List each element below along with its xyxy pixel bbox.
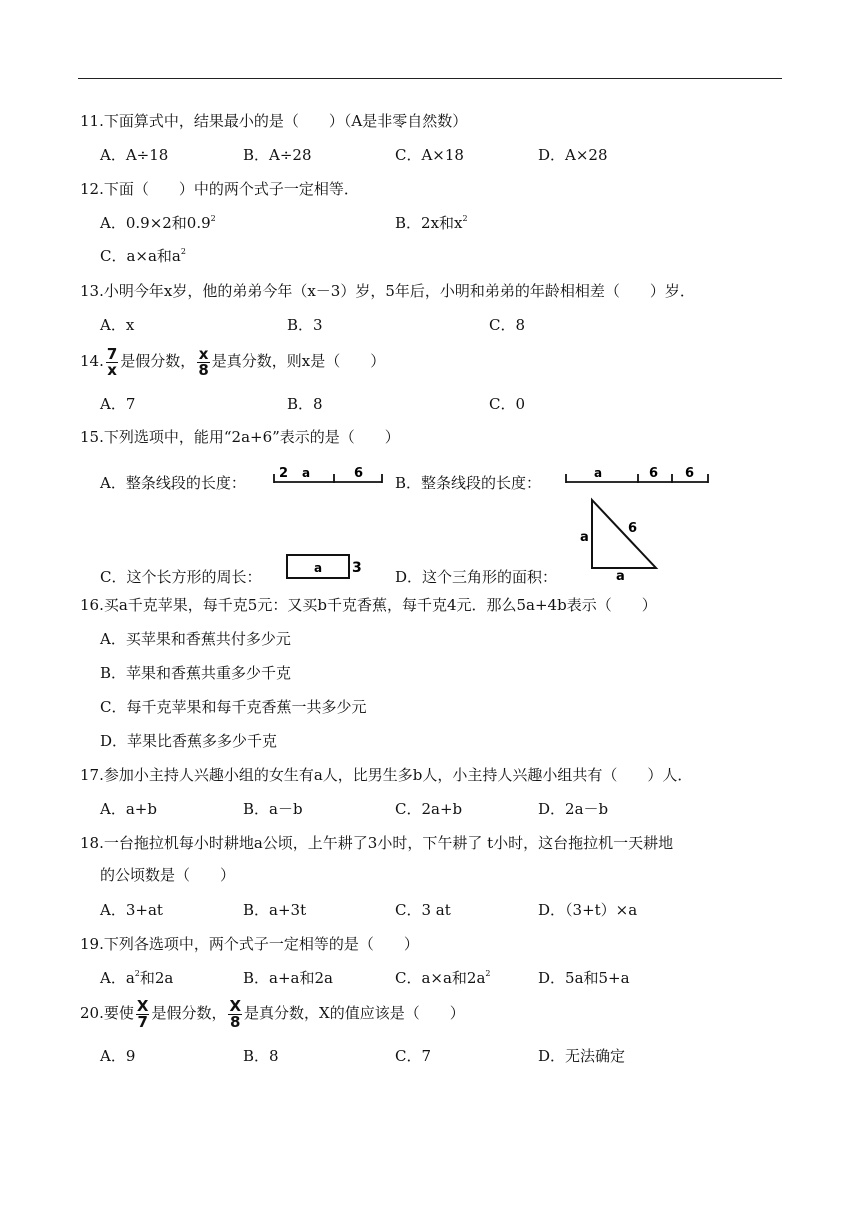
question-number: 16. <box>80 596 104 614</box>
option-d: D．A×28 <box>538 146 608 164</box>
segment-label: 2 <box>279 466 289 481</box>
rectangle-width-label: a <box>314 561 323 575</box>
question-17 <box>80 764 800 786</box>
segment-label: a <box>302 466 311 480</box>
fraction-x-over-8 <box>197 344 209 379</box>
rectangle-height-label: 3 <box>352 560 362 576</box>
option-b: B．3 <box>287 316 323 334</box>
exponent: 2 <box>210 214 216 223</box>
option-b: B．整条线段的长度： <box>395 474 542 492</box>
question-text: 参加小主持人兴趣小组的女生有a人，比男生多b人，小主持人兴趣小组共有（ ）人． <box>103 766 693 784</box>
segment-label: 6 <box>685 466 695 481</box>
option-c-text: C．a×a和a <box>100 247 181 265</box>
fraction-numerator: x <box>198 344 209 363</box>
fraction-numerator: 7 <box>106 344 118 363</box>
option-a: A．a+b <box>100 800 157 818</box>
fraction-denominator: x <box>107 360 117 379</box>
question-number: 12. <box>80 180 104 198</box>
question-text: 下列选项中，能用“2a+6”表示的是（ ） <box>103 428 400 446</box>
segment-label: a <box>594 466 603 480</box>
option-b: B．a－b <box>243 800 303 818</box>
question-18-continued: 的公顷数是（ ） <box>100 866 236 884</box>
option-c: C．2a+b <box>395 800 463 818</box>
option-b: B．A÷28 <box>243 146 312 164</box>
question-number: 14. <box>80 352 104 370</box>
option-a-text: A．a <box>100 969 135 987</box>
question-text: 是真分数，X的值应该是（ ） <box>244 1004 465 1022</box>
rectangle-figure <box>284 552 364 582</box>
fraction-numerator: X <box>136 996 149 1015</box>
option-c: C．8 <box>489 316 526 334</box>
question-number: 11. <box>80 112 104 130</box>
question-text: 下面算式中，结果最小的是（ ）（A是非零自然数） <box>103 112 468 130</box>
fraction-x-over-7 <box>136 996 150 1031</box>
question-16 <box>80 594 800 616</box>
fraction-denominator: 7 <box>137 1012 148 1031</box>
option-b: B．a+3t <box>243 901 307 919</box>
question-15 <box>80 426 800 448</box>
option-a: A．7 <box>100 395 136 413</box>
option-d: D．（3+t）×a <box>538 901 638 919</box>
question-text: 是假分数， <box>151 1004 227 1022</box>
option-a <box>100 967 173 989</box>
option-c: C．3 at <box>395 901 451 919</box>
option-b: B．8 <box>243 1047 279 1065</box>
option-c: C．每千克苹果和每千克香蕉一共多少元 <box>100 698 367 716</box>
option-d: D．2a－b <box>538 800 609 818</box>
question-number: 20. <box>80 1004 104 1022</box>
option-c: C．这个长方形的周长： <box>100 568 262 586</box>
segment-label: 6 <box>649 466 659 481</box>
option-b: B．8 <box>287 395 323 413</box>
question-text: 是真分数，则x是（ ） <box>211 352 386 370</box>
option-c: C．A×18 <box>395 146 464 164</box>
option-a: A．9 <box>100 1047 136 1065</box>
question-text: 一台拖拉机每小时耕地a公顷，上午耕了3小时，下午耕了 t小时，这台拖拉机一天耕地 <box>103 834 674 852</box>
question-text: 买a千克苹果，每千克5元：又买b千克香蕉，每千克4元．那么5a+4b表示（ ） <box>103 596 657 614</box>
fraction-x-over-8 <box>228 996 242 1031</box>
option-c: C．7 <box>395 1047 432 1065</box>
option-d: D．这个三角形的面积： <box>395 568 558 586</box>
fraction-denominator: 8 <box>230 1012 241 1031</box>
option-a <box>100 212 216 234</box>
question-13 <box>80 280 800 302</box>
question-11 <box>80 110 800 132</box>
option-a: A．买苹果和香蕉共付多少元 <box>100 630 291 648</box>
option-d: D．无法确定 <box>538 1047 626 1065</box>
option-a: A．3+at <box>100 901 163 919</box>
exponent: 2 <box>485 969 491 978</box>
option-c-text: C．a×a和2a <box>395 969 486 987</box>
question-text: 是假分数， <box>120 352 196 370</box>
triangle-side-label: a <box>580 530 589 545</box>
question-number: 18. <box>80 834 104 852</box>
option-a: A．A÷18 <box>100 146 169 164</box>
option-a-text-rest: 和2a <box>139 969 174 987</box>
exponent: 2 <box>462 214 468 223</box>
option-b-text: B．2x和x <box>395 214 463 232</box>
exponent: 2 <box>180 247 186 256</box>
option-a-text: A．0.9×2和0.9 <box>100 214 211 232</box>
option-b <box>395 212 468 234</box>
option-b: B．苹果和香蕉共重多少千克 <box>100 664 292 682</box>
triangle-hypotenuse-label: 6 <box>628 521 638 536</box>
option-b: B．a+a和2a <box>243 969 333 987</box>
question-text: 下面（ ）中的两个式子一定相等． <box>103 180 359 198</box>
question-text: 要使 <box>103 1004 134 1022</box>
option-c <box>100 245 186 267</box>
question-number: 13. <box>80 282 104 300</box>
question-19 <box>80 933 800 955</box>
question-12 <box>80 178 800 200</box>
question-14 <box>80 343 800 379</box>
option-a: A．x <box>100 316 135 334</box>
fraction-denominator: 8 <box>198 360 209 379</box>
question-20 <box>80 995 800 1031</box>
segment-label: 6 <box>354 466 364 481</box>
question-number: 17. <box>80 766 104 784</box>
triangle-figure <box>572 494 664 582</box>
question-number: 15. <box>80 428 104 446</box>
triangle-base-label: a <box>616 569 625 582</box>
option-a: A．整条线段的长度： <box>100 474 246 492</box>
fraction-numerator: X <box>229 996 242 1015</box>
question-number: 19. <box>80 935 104 953</box>
question-text: 小明今年x岁，他的弟弟今年（x－3）岁，5年后，小明和弟弟的年龄相相差（ ）岁． <box>103 282 695 300</box>
option-d: D．苹果比香蕉多多少千克 <box>100 732 278 750</box>
question-text: 下列各选项中，两个式子一定相等的是（ ） <box>103 935 419 953</box>
segment-figure-b <box>564 462 710 488</box>
header-rule <box>78 78 782 79</box>
exponent: 2 <box>134 969 140 978</box>
option-d: D．5a和5+a <box>538 969 630 987</box>
fraction-7-over-x <box>106 344 118 379</box>
segment-figure-a <box>272 462 384 488</box>
option-c <box>395 967 491 989</box>
question-18 <box>80 832 800 854</box>
option-c: C．0 <box>489 395 526 413</box>
